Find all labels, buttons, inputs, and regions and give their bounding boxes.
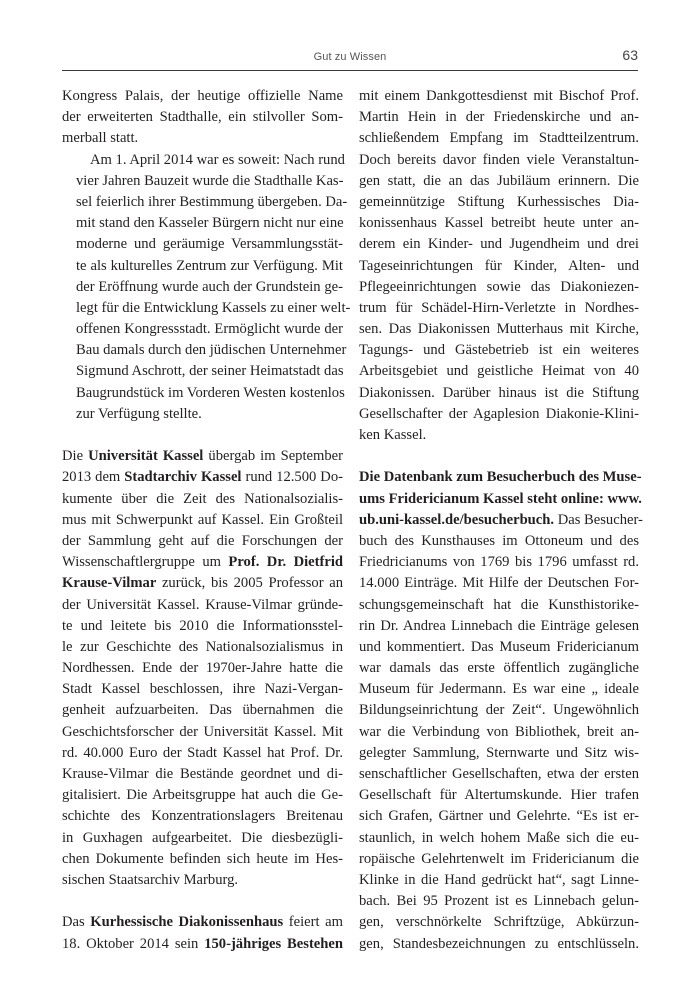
text-run: sich Grafen, Gärtner und Gelehrte. “Es ist er- [359,808,639,825]
text-run: bach. Bei 95 Prozent ist es Linnebach gelun- [359,893,639,910]
text-line [359,595,639,616]
text-line [62,404,343,425]
text-line [359,171,639,192]
text-run: offenen Kongressstadt. Ermöglicht wurde der [76,321,343,338]
page-number: 63 [622,47,638,63]
text-line [62,128,343,149]
left-text-column [62,86,351,955]
text-run: sen. Das Diakonissen Mutterhaus mit Kirche, [359,321,639,338]
text-run: der Eröffnung wurde auch der Grundstein ge- [76,278,343,295]
text-line [359,828,639,849]
paragraph [359,467,643,954]
bold-text-run: Universität Kassel [88,448,204,465]
text-line [62,573,343,594]
text-line [62,446,343,467]
text-line [359,234,639,255]
text-line [62,256,343,277]
text-line [359,340,639,361]
text-line [359,700,639,721]
text-line [359,934,639,955]
text-run: mit stand den Kasseler Bürgern nicht nur eine [76,215,344,232]
text-line [359,891,639,912]
text-run: der Universität Kassel. Krause-Vilmar gründe- [62,596,343,613]
text-line [62,383,343,404]
text-run: Arbeitsgebiet und geistliche Heimat von 40 [359,363,639,380]
text-run: ken Kassel. [359,427,427,443]
text-run: schungsgemeinschaft hat die Kunsthistorike- [359,596,639,613]
bold-text-run: Krause-Vilmar [62,575,157,592]
text-run: Stadt Kassel beschlossen, ihre Nazi-Vergan- [62,681,343,698]
text-line [359,256,639,277]
bold-text-run: 150-jähriges Bestehen [204,935,343,952]
text-line [359,637,639,658]
text-line [359,658,639,679]
text-line [359,298,639,319]
text-run: chen Dokumente befinden sich heute im Hes- [62,850,343,867]
text-run: Nordhessen. Ende der 1970er-Jahre hatte die [62,660,343,677]
text-run: gelegter Sammlung, Sternwarte und Sitz wis- [359,744,639,761]
text-line [62,637,343,658]
text-run: ropäische Gelehrtenwelt im Fridericianum die [359,850,639,867]
text-line [62,722,343,743]
text-line [62,764,343,785]
text-run: rd. 40.000 Euro der Stadt Kassel hat Prof. Dr. [62,744,343,761]
text-run: Bildungseinrichtung der Zeit“. Ungewöhnlich [359,702,639,719]
text-run: Kongress Palais, der heutige offizielle Name [62,88,343,104]
text-run: sel feierlich ihrer Bestimmung übergeben. Da- [76,193,348,210]
text-line [359,870,639,891]
text-line [62,277,343,298]
text-run: zurück, bis 2005 Professor an [156,575,343,592]
text-line [359,785,639,806]
text-run: war damals das erste öffentlich zugängliche [359,660,639,677]
text-line [62,510,343,531]
text-line [359,806,639,827]
text-line [359,510,643,531]
text-run: zur Verfügung stellte. [76,405,202,422]
text-run: Sigmund Aschrott, der seiner Heimatstadt das [76,363,344,380]
text-line [359,552,639,573]
paragraph [62,86,343,150]
text-line [62,552,343,573]
text-run: rin Dr. Andrea Linnebach die Einträge gelesen [359,617,639,634]
text-run: genheit aufzuarbeiten. Das übernahmen die [62,702,343,719]
text-run: der erweiterten Stadthalle, ein stilvoller Som- [62,109,343,126]
text-run: Krause-Vilmar die Bestände geordnet und di- [62,766,343,782]
paragraph [62,912,343,954]
text-run: Geschichtsforscher der Universität Kassel. Mit [62,723,343,740]
text-line [62,150,343,171]
text-line [62,192,348,213]
text-line [359,361,639,382]
text-run: gemeinnützige Stiftung Kurhessisches Dia- [359,193,639,210]
text-line [359,489,642,510]
text-run: le zur Geschichte des Nationalsozialismus in [62,638,343,655]
text-line [359,425,639,446]
text-line [62,806,343,827]
text-run: Das Besucher- [554,511,643,528]
text-run: Das [62,914,91,931]
text-run: legt für die Entwicklung Kassels zu einer welt- [76,299,351,316]
text-line [62,849,343,870]
text-line [62,361,343,382]
text-run: gen, Standesbezeichnungen zu entschlüsseln. [359,935,639,952]
text-run: trum für Schädel-Hirn-Verletzte in Nordhes- [359,299,639,316]
text-run: feiert am [283,914,343,931]
text-line [62,785,343,806]
text-line [359,573,639,594]
text-run: gen statt, die an das Jubiläum erinnern. Die [359,172,639,189]
text-run: 18. Oktober 2014 sein [62,935,205,952]
text-run: Gesellschafter der Agaplesion Diakonie-Klini- [359,405,639,422]
text-line [62,86,343,107]
text-run: Doch bereits davor finden viele Veranstaltun- [359,151,639,168]
text-line [359,86,639,107]
bold-text-run: Stadtarchiv Kassel [124,469,242,486]
text-line [359,150,639,171]
running-title: Gut zu Wissen [313,51,387,63]
text-line [62,489,343,510]
text-run: Diakonissen. Darüber hinaus ist die Stiftung [359,384,639,401]
text-run: übergab im September [203,448,343,465]
text-line [359,912,639,933]
text-line [359,404,639,425]
text-line [62,743,343,764]
text-line [62,912,343,933]
text-line [359,213,639,234]
text-line [62,870,343,891]
text-line [359,849,639,870]
text-line [359,467,642,488]
paragraph [62,150,351,425]
text-line [62,298,351,319]
text-run: merball statt. [62,130,139,147]
text-run: 2013 dem [62,469,125,486]
bold-text-run: Die Datenbank zum Besucherbuch des Muse- [359,469,642,486]
text-line [62,234,343,255]
text-run: Baugrundstück im Vorderen Westen kostenlos [76,384,345,401]
text-line [62,340,347,361]
text-line [359,107,639,128]
text-run: Bau damals durch den jüdischen Unternehmer [76,342,347,359]
text-run: Martin Hein in der Friedenskirche und an- [359,109,639,126]
text-run: war die Verbindung von Bibliothek, breit an- [359,723,639,740]
text-run: kumente über die Zeit des Nationalsozialis- [62,490,343,507]
text-run: derem ein Kinder- und Jugendheim und drei [359,236,639,253]
text-run: der Sammlung geht auf die Forschungen der [62,532,343,549]
text-run: Tageseinrichtungen für Kinder, Alten- und [359,257,639,274]
text-run: Pflegeeinrichtungen sowie das Diakoniezen- [359,278,639,295]
text-line [62,171,343,192]
text-line [62,319,343,340]
text-run: rund 12.500 Do- [241,469,343,486]
bold-text-run: ums Fridericianum Kassel steht online: www. [359,490,642,507]
text-run: Museum für Jedermann. Es war eine „ ideale [359,681,639,698]
text-line [62,700,343,721]
text-run: moderne und geräumige Versammlungsstät- [76,236,343,253]
right-text-column [359,86,643,955]
bold-text-run: Prof. Dr. Dietfrid [228,554,344,571]
text-run: mus mit Schwerpunkt auf Kassel. Ein Großteil [62,511,343,528]
text-run: gitalisiert. Die Arbeitsgruppe hat auch die Ge- [62,787,343,804]
bold-text-run: Kurhessische Diakonissenhaus [90,914,284,931]
text-run: Gesellschaft für Altertumskunde. Hier trafen [359,787,639,804]
text-run: Wissenschaftlergruppe um [62,554,229,571]
text-line [359,277,639,298]
text-run: staunlich, in welch hohem Maße sich die eu- [359,829,639,846]
bold-text-run: ub.uni-kassel.de/besucherbuch. [359,511,555,528]
text-line [359,128,639,149]
text-line [359,192,639,213]
text-run: Klinke in die Hand gedrückt hat“, sagt Linne- [359,871,639,888]
text-line [359,319,639,340]
text-line [359,743,639,764]
text-run: buch des Kunsthauses im Ottoneum und des [359,532,639,549]
text-line [359,383,639,404]
text-run: senschaftlicher Gesellschaften, etwa der ersten [359,766,639,782]
text-line [359,616,639,637]
text-line [62,531,343,552]
text-run: schließendem Empfang im Stadtteilzentrum. [359,130,639,147]
text-run: mit einem Dankgottesdienst mit Bischof Prof. [359,88,639,104]
text-line [62,658,343,679]
text-run: Am 1. April 2014 war es soweit: Nach rund [90,151,345,168]
page-header [62,46,638,71]
text-line [359,531,639,552]
text-run: in Guxhagen aufgearbeitet. Die diesbezügli- [62,829,343,846]
text-run: 14.000 Einträge. Mit Hilfe der Deutschen For- [359,575,639,592]
text-run: konissenhaus Kassel betreibt heute unter an- [359,215,639,232]
paragraph [359,86,639,446]
text-line [62,934,343,955]
text-line [62,828,343,849]
text-line [62,213,343,234]
text-line [62,616,343,637]
text-line [359,722,639,743]
text-run: te und leitete bis 2010 die Informationsstel- [62,617,343,634]
text-run: Friedricianums von 1769 bis 1796 umfasst rd. [359,554,639,571]
text-run: Die [62,448,89,465]
text-run: Tagungs- und Gästebetrieb ist ein weiteres [359,342,639,359]
text-run: vier Jahren Bauzeit wurde die Stadthalle Kas- [76,172,344,189]
text-line [62,679,343,700]
text-run: sischen Staatsarchiv Marburg. [62,871,239,888]
text-run: te als kulturelles Zentrum zur Verfügung. Mit [76,257,343,274]
text-run: gen, verschnörkelte Schriftzüge, Abkürzun- [359,914,639,931]
paragraph [62,446,343,891]
text-line [359,679,639,700]
text-run: schichte des Konzentrationslagers Breitenau [62,808,343,825]
text-line [62,107,343,128]
text-run: und kommentiert. Das Museum Fridericianum [359,638,639,655]
text-line [62,595,343,616]
text-line [62,467,343,488]
text-line [359,764,639,785]
